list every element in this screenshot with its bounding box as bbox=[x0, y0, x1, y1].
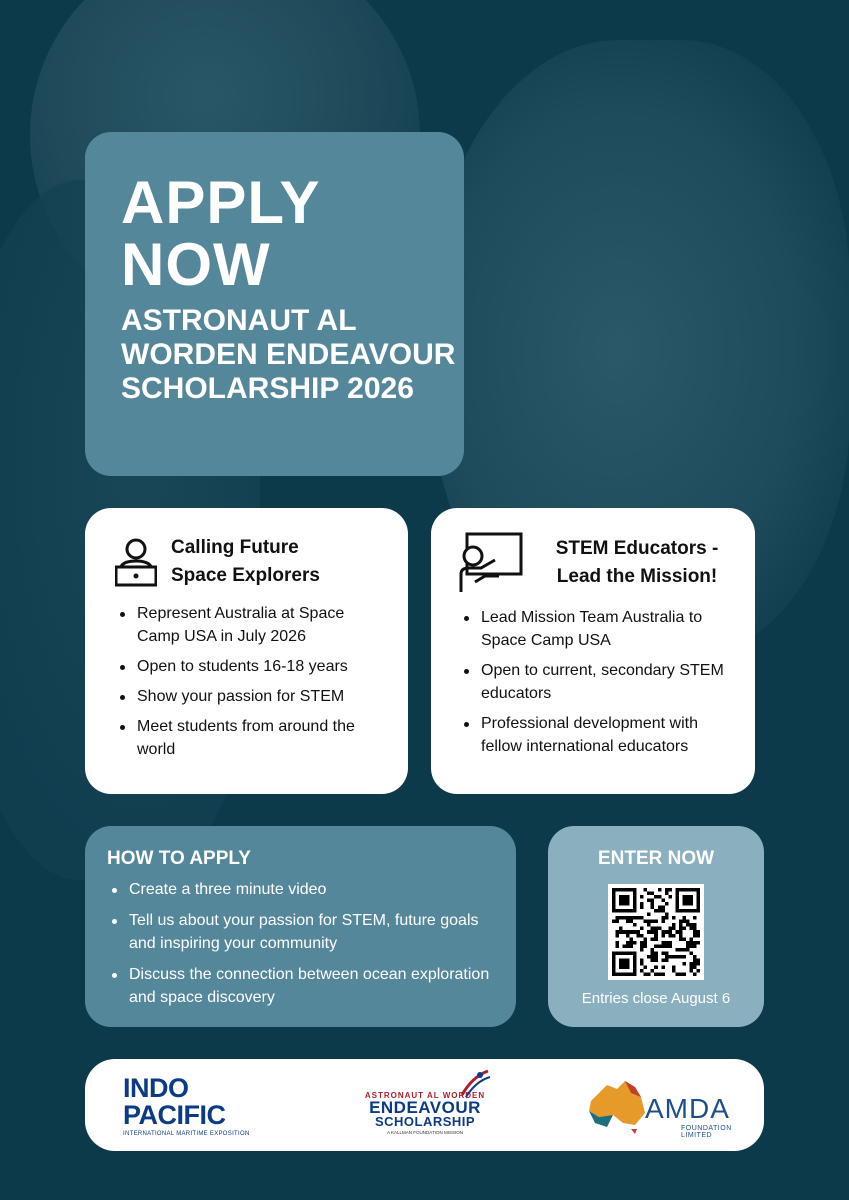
endeavour-scholarship-logo: ASTRONAUT AL WORDEN ENDEAVOUR SCHOLARSHIP A KALLMAN FOUNDATION MISSION bbox=[360, 1069, 490, 1143]
educators-card-title: STEM Educators - Lead the Mission! bbox=[555, 538, 719, 587]
teacher-presentation-icon bbox=[459, 532, 523, 594]
educators-bullet-list bbox=[459, 606, 737, 758]
enter-now-title: ENTER NOW bbox=[597, 848, 715, 869]
list-item: Represent Australia at Space Camp USA in July 2026 bbox=[115, 602, 388, 648]
students-card-title: Calling Future Space Explorers bbox=[171, 537, 320, 586]
hero-panel bbox=[85, 132, 464, 476]
students-card-header bbox=[115, 534, 388, 590]
how-to-apply-list bbox=[107, 878, 498, 1009]
list-item: Discuss the connection between ocean exploration and space discovery bbox=[107, 963, 498, 1009]
educators-card-header bbox=[459, 532, 737, 594]
hero-now: NOW bbox=[121, 231, 271, 298]
entries-close-text: Entries close August 6 bbox=[581, 990, 731, 1007]
list-item: Show your passion for STEM bbox=[115, 685, 388, 708]
list-item: Tell us about your passion for STEM, future goals and inspiring your community bbox=[107, 909, 498, 955]
scholarship-swoosh-icon bbox=[432, 1069, 492, 1099]
list-item: Lead Mission Team Australia to Space Camp USA bbox=[459, 606, 737, 652]
list-item: Open to current, secondary STEM educators bbox=[459, 659, 737, 705]
list-item: Open to students 16-18 years bbox=[115, 655, 388, 678]
how-to-apply-panel bbox=[85, 826, 516, 1027]
students-bullet-list bbox=[115, 602, 388, 761]
list-item: Meet students from around the world bbox=[115, 715, 388, 761]
amda-foundation-logo: AMDA FOUNDATION LIMITED bbox=[585, 1079, 755, 1139]
enter-now-panel bbox=[548, 826, 764, 1027]
list-item: Professional development with fellow international educators bbox=[459, 712, 737, 758]
sponsor-logos-bar bbox=[85, 1059, 764, 1151]
list-item: Create a three minute video bbox=[107, 878, 498, 901]
qr-code-icon[interactable] bbox=[608, 884, 704, 980]
hero-apply: APPLY bbox=[121, 169, 321, 236]
how-to-apply-title: HOW TO APPLY bbox=[107, 848, 251, 869]
indo-pacific-logo: INDO PACIFIC INTERNATIONAL MARITIME EXPOSITION bbox=[123, 1073, 250, 1137]
students-card bbox=[85, 508, 408, 794]
student-laptop-icon bbox=[115, 537, 157, 587]
educators-card bbox=[431, 508, 755, 794]
hero-subtitle: ASTRONAUT AL WORDEN ENDEAVOUR SCHOLARSHIP 2026 bbox=[121, 304, 456, 405]
